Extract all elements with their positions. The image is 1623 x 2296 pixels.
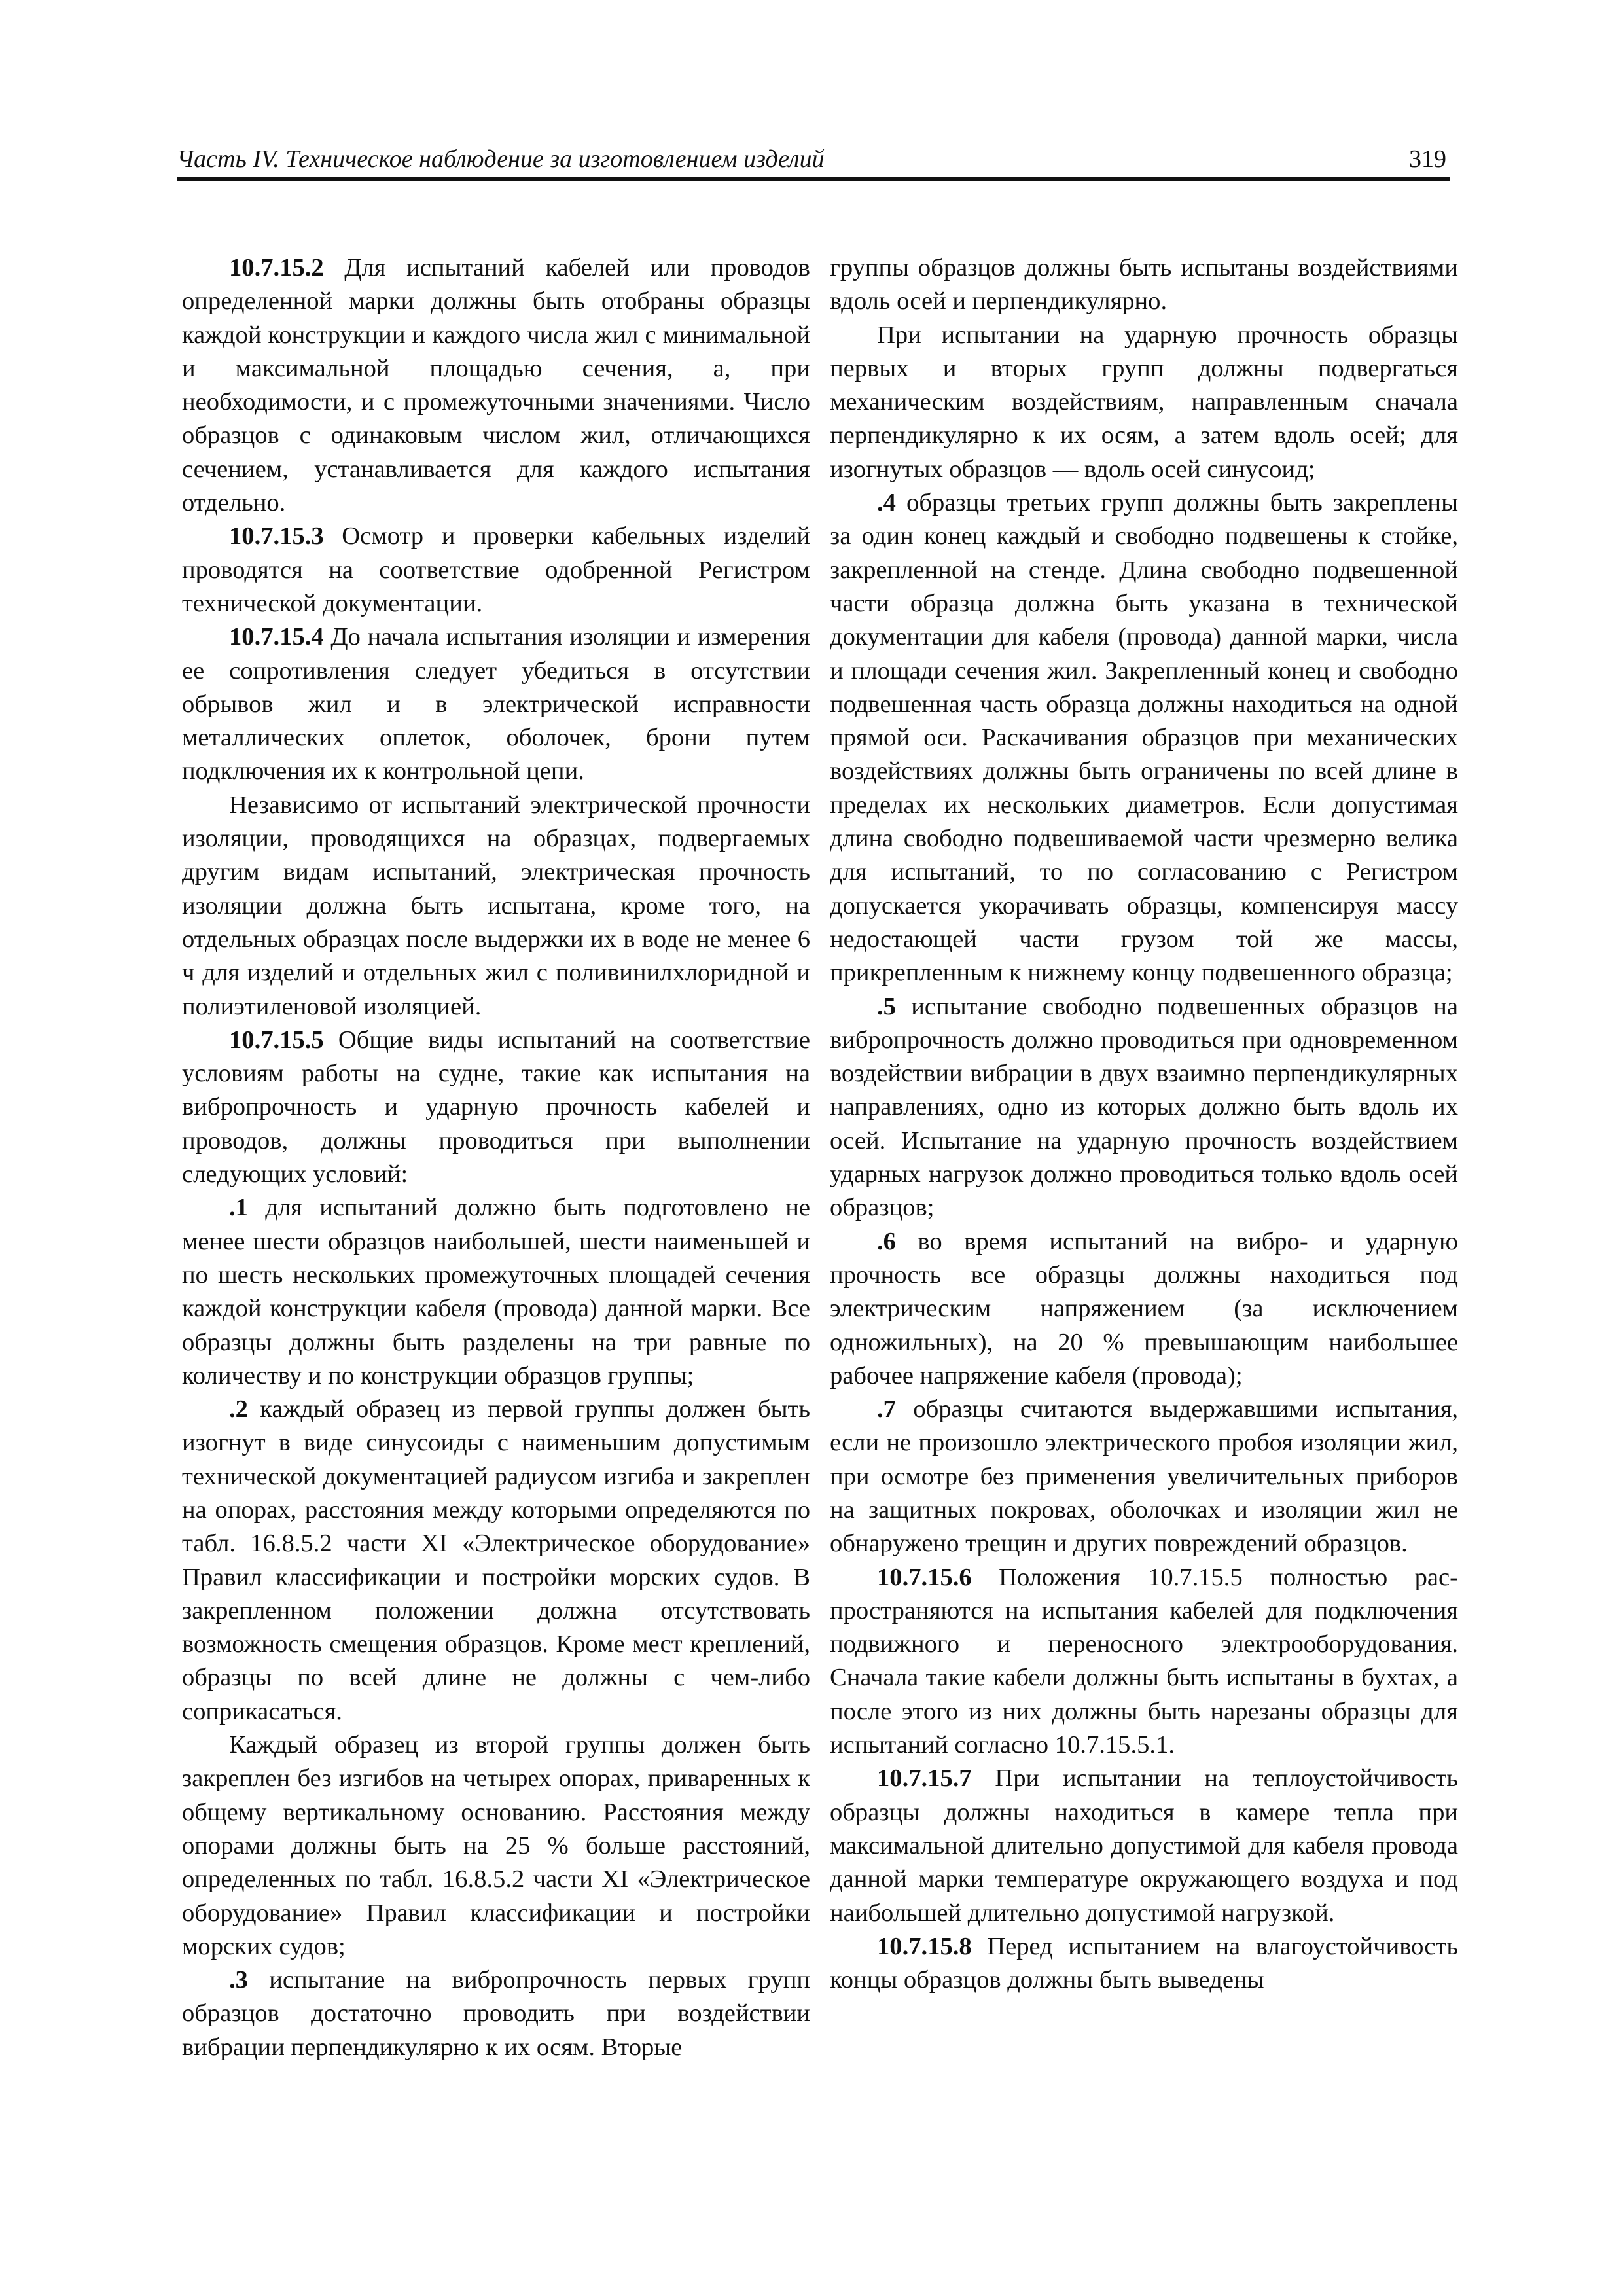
paragraph <box>830 1561 1458 1763</box>
paragraph <box>182 1393 810 1729</box>
paragraph <box>830 486 1458 990</box>
paragraph <box>182 1964 810 2064</box>
paragraph <box>830 990 1458 1225</box>
paragraph-text: для испытаний должно быть подготовлено не менее шести образцов наибольшей, шести наименьшей и по шесть нескольких промежуточных площадей сечения каждой конструкции кабеля (провода) данной марки. Все образцы должны быть разделены на три равные по количеству и по конструкции образцов группы; <box>182 1194 810 1390</box>
paragraph-text: испытание свободно подвешенных образцов на вибропрочность должно проводиться при одновременном воздействии вибрации в двух взаимно перпендикулярных направлениях, одно из которых должно быть вдоль их осей. Испытание на ударную прочность воздействием ударных нагрузок должно проводиться только вдоль осей образцов; <box>830 992 1458 1222</box>
header-rule <box>177 177 1450 181</box>
clause-number: 10.7.15.7 <box>877 1765 972 1793</box>
paragraph <box>182 620 810 788</box>
paragraph-text: во время испытаний на вибро- и ударную прочность все образцы должны находиться под электрическим напряжением (за исключением одножильных), на 20 % превышающим наибольшее рабочее напряжение кабеля (провода); <box>830 1227 1458 1390</box>
right-column <box>830 251 1458 2189</box>
item-number: .5 <box>877 992 896 1020</box>
item-number: .7 <box>877 1395 896 1424</box>
item-number: .3 <box>229 1966 248 1994</box>
paragraph-text: каждый образец из первой группы должен быть изогнут в виде синусоиды с наименьшим допустимым технической документацией радиусом изгиба и закреплен на опорах, расстояния между которыми определяются по табл. 16.8.5.2 части XI «Электрическое оборудование» Правил классификации и постройки морских судов. В закрепленном положении должна отсутствовать возможность смещения образцов. Кроме мест креплений, образцы по всей длине не должны с чем-либо соприкасаться. <box>182 1395 810 1725</box>
clause-number: 10.7.15.2 <box>229 254 324 281</box>
paragraph-text: образцы считаются выдержавшими испытания, если не произошло электрического пробоя изоляции жил, при осмотре без применения увеличительных приборов на защитных покровах, оболочках и изоляции жил не обнаружено трещин и других повреждений образцов. <box>830 1395 1458 1558</box>
paragraph-text: группы образцов должны быть испытаны воздействиями вдоль осей и перпендикулярно. <box>830 254 1458 315</box>
left-column <box>182 251 810 2189</box>
paragraph <box>830 1762 1458 1929</box>
paragraph <box>830 319 1458 486</box>
paragraph <box>182 1729 810 1964</box>
running-header <box>177 135 1450 181</box>
paragraph-text: Положения 10.7.15.5 полностью распространяются на испытания кабелей для подключения подвижного и переносного электрооборудования. Сначала такие кабели должны быть испытаны в бухтах, а после этого из них должны быть нарезаны образцы для испытаний согласно 10.7.15.5.1. <box>830 1563 1458 1759</box>
paragraph-text: При испытании на теплоустойчивость образцы должны находиться в камере тепла при максимальной длительно допустимой для кабеля провода данной марки температуре окружающего воздуха и под наибольшей длительно допустимой нагрузкой. <box>830 1765 1458 1927</box>
header-title: Часть IV. Техническое наблюдение за изготовлением изделий <box>177 145 825 173</box>
paragraph <box>830 1393 1458 1560</box>
paragraph-text: Общие виды испытаний на соответствие условиям работы на судне, такие как испытания на вибропрочность и ударную прочность кабелей и проводов, должны проводиться при выполнении следующих условий: <box>182 1026 810 1189</box>
clause-number: 10.7.15.6 <box>877 1563 972 1591</box>
paragraph <box>182 789 810 1024</box>
paragraph <box>830 1930 1458 1998</box>
clause-number: 10.7.15.8 <box>877 1932 972 1960</box>
paragraph <box>182 1191 810 1393</box>
item-number: .4 <box>877 489 896 517</box>
paragraph-text: При испытании на ударную прочность образцы первых и вторых групп должны подвергаться механическим воздействиям, направленным сначала перпендикулярно к их осям, а затем вдоль осей; для изогнутых образцов — вдоль осей синусоид; <box>830 321 1458 483</box>
item-number: .6 <box>877 1227 896 1255</box>
paragraph-text: До начала испытания изоляции и измерения ее сопротивления следует убедиться в отсутствии обрывов жил и в электрической исправности металлических оплеток, оболочек, брони путем подключения их к контрольной цепи. <box>182 623 810 785</box>
paragraph <box>182 520 810 620</box>
item-number: .1 <box>229 1194 248 1222</box>
paragraph-text: Перед испытанием на влагоустойчивость концы образцов должны быть выведены <box>830 1932 1458 1994</box>
item-number: .2 <box>229 1395 248 1424</box>
paragraph <box>830 251 1458 319</box>
paragraph-text: Осмотр и проверки кабельных изделий проводятся на соответствие одобренной Регистром технической документации. <box>182 522 810 617</box>
clause-number: 10.7.15.5 <box>229 1026 324 1054</box>
paragraph-text: образцы третьих групп должны быть закреплены за один конец каждый и свободно подвешены к стойке, закрепленной на стенде. Длина свободно подвешенной части образца должна быть указана в технической документации для кабеля (провода) данной марки, числа и площади сечения жил. Закрепленный конец и свободно подвешенная часть образца должны находиться на одной прямой оси. Раскачивания образцов при механических воздействиях должны быть ограничены по всей длине в пределах их нескольких диаметров. Если допустимая длина свободно подвешиваемой части чрезмерно велика для испытаний, то по согласованию с Регистром допускается укорачивать образцы, компенсируя массу недостающей части грузом той же массы, прикрепленным к нижнему концу подвешенного образца; <box>830 489 1458 987</box>
paragraph <box>182 251 810 520</box>
paragraph-text: Для испытаний кабелей или проводов определенной марки должны быть отобраны образцы каждой конструкции и каждого числа жил с минимальной и максимальной площадью сечения, а, при необходимости, и с промежуточными значениями. Число образцов с одинаковым числом жил, отличающихся сечением, устанавливается для каждого испытания отдельно. <box>182 254 810 517</box>
clause-number: 10.7.15.4 <box>229 623 324 651</box>
paragraph-text: Каждый образец из второй группы должен быть закреплен без изгибов на четырех опорах, приваренных к общему вертикальному основанию. Расстояния между опорами должны быть на 25 % больше расстояний, определенных по табл. 16.8.5.2 части XI «Электрическое оборудование» Правил классификации и постройки морских судов; <box>182 1731 810 1960</box>
paragraph-text: испытание на вибропрочность первых групп образцов достаточно проводить при воздействии вибрации перпендикулярно к их осям. Вторые <box>182 1966 810 2061</box>
page-number: 319 <box>1409 145 1446 173</box>
clause-number: 10.7.15.3 <box>229 522 324 550</box>
paragraph <box>182 1024 810 1191</box>
paragraph-text: Независимо от испытаний электрической прочности изоляции, проводящихся на образцах, подвергаемых другим видам испытаний, электрическая прочность изоляции должна быть испытана, кроме того, на отдельных образцах после выдержки их в воде не менее 6 ч для изделий и отдельных жил с поливинилхлоридной и полиэтиленовой изоляцией. <box>182 791 810 1020</box>
paragraph <box>830 1225 1458 1393</box>
